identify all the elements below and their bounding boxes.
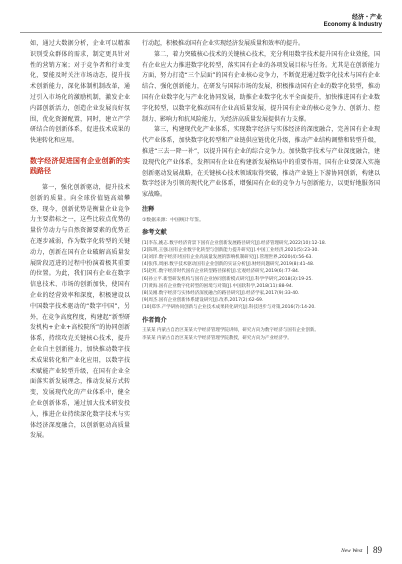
author-item: 李某某 内蒙古自治区某某大学经济管理学院教授，研究方向为产业经济学。	[142, 335, 292, 341]
references-heading: 参考文献	[142, 228, 167, 236]
section-title: 数字经济促进国有企业创新的实践路径	[30, 156, 130, 176]
author-item: 王某某 内蒙古自治区某某大学经济管理学院讲师，研究方向为数字经济与国有企业创新。	[142, 328, 319, 334]
reference-item: [3]刘洋.数字经济对国有企业高质量发展的影响机制研究[J].管理世界,2020(4):56-63.	[142, 254, 313, 260]
author-heading: 作者简介	[142, 316, 167, 324]
body-paragraph: 如，通过大数据分析，企业可以精准识别受众群体的需求，制定更具针对性的营销方案；对于竞争者和行业变化，要能及时关注市场动态，提升技术创新能力，深化体制机制改革，通过引入市场化的激励机制，激发企业内部创新活力，创造企业发展良好氛围，优化资源配置，同时，建立产学研结合的创新体系，促进技术成果的快速转化和应用。	[30, 40, 130, 145]
body-paragraph: 第三，构建现代化产业体系，实现数字经济与实体经济的深度融合，完善国有企业现代产业体系，加快数字化转型和产业链供应链优化升级，推动产业结构调整和转型升级，推进“三去一降一补”，以提升国有企业的综合竞争力。加快数字技术与产业深度融合，建设现代化产业体系，发挥国有企业在构建新发展格局中的重要作用，国有企业要深入实施创新驱动发展战略，在关键核心技术领域取得突破，推动产业链上下游协同创新，构建以数字经济为引领的现代化产业体系，增强国有企业的竞争力与创新能力，以更好地服务国家战略。	[142, 126, 380, 199]
references-list	[142, 240, 380, 312]
header-divider	[20, 32, 382, 33]
reference-item: [10]郑华.产学研协同创新与企业技术成果转化研究[J].科技进步与对策,2016(7):14-20.	[142, 305, 316, 311]
body-paragraph: 第二，着力突破核心技术的关键核心技术，充分利用数字技术提升国有企业效能，国有企业应大力推进数字化转型，落实国有企业的各项发展目标与任务。尤其是在创新能力方面，努力打造“三个层面”的国有企业核心竞争力，不断促进通过数字化技术与国有企业结合、强化创新能力，在研发与国际市场的发展，积极推动国有企业的数字化转型，推动国有企业数字化与产业化协同发展，助推企业数字化水平全面提升，加快推进国有企业数字化转型，以数字化推动国有企业高质量发展，提升国有企业的核心竞争力、创新力、控制力、影响力和抗风险能力，为经济高质量发展提供有力支撑。	[142, 50, 380, 123]
left-column	[30, 39, 130, 442]
section-label-en: Economy & Industry	[323, 21, 382, 28]
body-paragraph: 行动起，积极推动国有企业实现经济发展质量和效率的提升。	[142, 40, 305, 47]
body-paragraph: 第一，强化创新驱动，提升技术创新的质量。向全球价值链高端攀登，现今，创新优势是衡量企业竞争力主要指标之一，这些比较点优势的量价劳动力与自然资源要素的优势正在逐步减弱，作为数字化转型的关键动力，创新在国有企业破解高质量发展阶段迈进的过程中扮演着极其重要的位置。为此，我们国有企业在数字信息技术、市场的创新加快，使国有企业的经营效率和深度，积极建设以中国数字技术驱动的“数字中国”，另外，在竞争高度程度，构建起“新型研发机构+企业+高校院所”的协同创新体系，持续攻克关键核心技术，提升企业自主创新能力，加快推动数字技术成果转化和产业化应用，以数字技术赋能产业转型升级，在国有企业全面落实新发展理念，推动发展方式转变，发展现代化的产业体系中，健全企业创新体系，通过加大技术研发投入，推进企业持续深化数字技术与实体经济深度融合，以创新驱动高质量发展。	[30, 183, 130, 440]
right-column	[142, 39, 380, 342]
reference-item: [5]赵红.数字经济时代国有企业转型路径探析[J].宏观经济研究,2019(6):77-84.	[142, 269, 300, 275]
notes-text: ①数据来源：中国统计年鉴。	[142, 217, 204, 223]
reference-item: [6]孙立平.新型研发机构与国有企业协同创新模式研究[J].科学学研究,2018(3):19-25.	[142, 276, 313, 282]
page-footer	[341, 545, 382, 555]
footer-divider	[367, 546, 368, 554]
reference-item: [2]陈明,王强.国有企业数字化转型与创新能力提升研究[J].中国工业经济,2021(5):23-30.	[142, 247, 319, 253]
page-number: 89	[373, 545, 382, 555]
journal-name: New West	[341, 548, 363, 554]
notes-heading: 注释	[142, 205, 155, 213]
page-header	[324, 15, 382, 29]
reference-item: [7]黄海.国有企业数字化转型的困境与对策[J].中国软科学,2018(11):88-94.	[142, 283, 294, 289]
reference-item: [1]李东,姚志.数字经济背景下国有企业创新发展路径研究[J].经济管理研究,2022(10):12-18.	[142, 240, 327, 246]
reference-item: [8]吴刚.数字经济与实体经济深度融合的路径研究[J].经济学家,2017(9):33-40.	[142, 290, 300, 296]
section-label-cn: 经济・产业	[351, 14, 382, 21]
reference-item: [4]张伟,周丽.数字技术驱动国有企业创新的实证分析[J].财经问题研究,2019(8):41-48.	[142, 262, 315, 268]
reference-item: [9]周杰.国有企业创新体系建设研究[J].改革,2017(2):62-69.	[142, 298, 264, 304]
author-info	[142, 327, 380, 341]
